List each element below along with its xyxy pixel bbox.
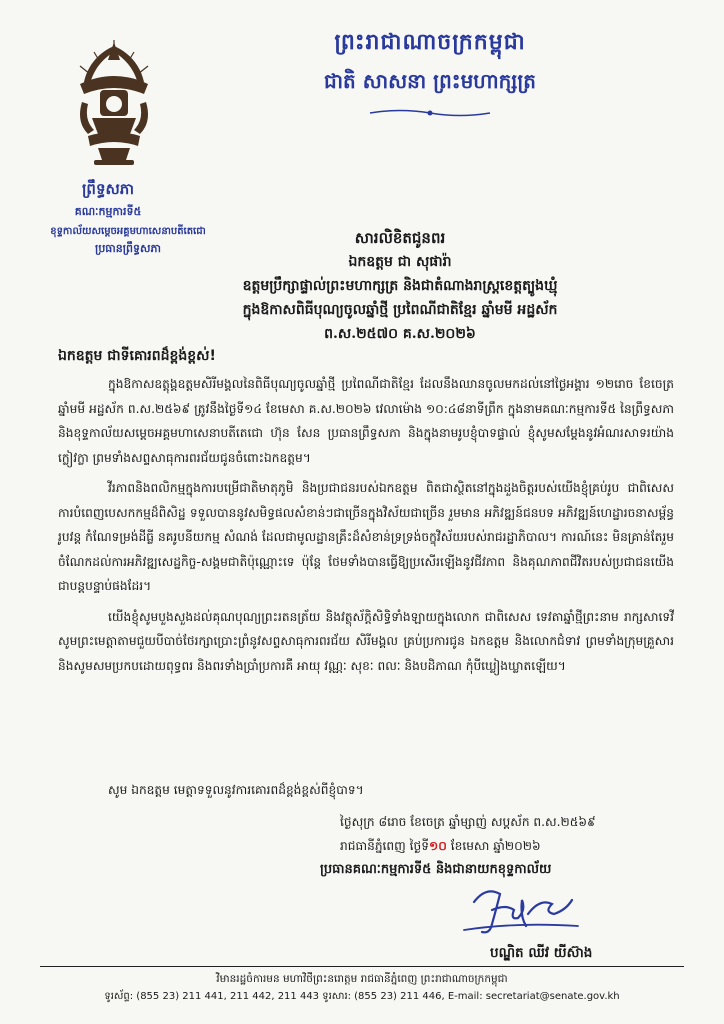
closing-line: សូម ឯកឧត្តម មេត្តាទទួលនូវការគោរពដ៏ខ្ពង់ខ្ពស់ពីខ្ញុំបាទ។ xyxy=(108,783,364,797)
commission-name: គណៈកម្មការទី៥ xyxy=(74,205,142,218)
day-number: ១០ xyxy=(428,839,447,853)
salutation: ឯកឧត្តម ជាទីគោរពដ៏ខ្ពង់ខ្ពស់! xyxy=(58,348,216,364)
office-role: ប្រធានព្រឹទ្ធសភា xyxy=(95,242,161,255)
document-type: សារលិខិតជូនពរ xyxy=(354,229,446,247)
kingdom-header xyxy=(180,28,680,122)
body-paragraph: យើងខ្ញុំសូមបួងសួងដល់គុណបុណ្យព្រះរតនត្រ័យ និងវត្ថុស័ក្តិសិទ្ធិទាំងឡាយក្នុងលោក ជាពិសេស ទេវតាឆ្នាំថ្មីព្រះនាម រាក្សសាទេវី សូមព្រះមេត្តាតាមជួយបីបាច់ថែរក្សាប្រោះព្រំនូវសព្ទសាធុការពរជ័យ សិរីមង្គល គ្រប់ប្រការជូន ឯកឧត្តម និងលោកជំទាវ ព្រមទាំងក្រុមគ្រួសារ និងសូមសមប្រកបដោយពុទ្ធពរ និងពរទាំងប្រាំប្រការគឺ អាយុ វណ្ណៈ សុខៈ ពលៈ និងបដិភាណ កុំបីឃ្លៀងឃ្លាតឡើយ។ xyxy=(58,609,674,673)
footer-contact: ទូរស័ព្ទ: (855 23) 211 441, 211 442, 211 443 ទូរសារ: (855 23) 211 446, E-mail: secretariat@senate.gov.kh xyxy=(104,991,620,1002)
place-date xyxy=(320,834,680,858)
letter-heading xyxy=(170,226,630,346)
occasion-line: ក្នុងឱកាសពិធីបុណ្យចូលឆ្នាំថ្មី ប្រពៃណីជាតិខ្មែរ ឆ្នាំមមី អដ្ឋស័ក xyxy=(242,302,558,318)
ornament-divider-icon xyxy=(360,108,500,118)
office-name: ខុទ្ទកាល័យសម្តេចអគ្គមហាសេនាបតីតេជោ xyxy=(50,226,206,237)
recipient-title: ឧត្តមប្រឹក្សាផ្ទាល់ព្រះមហាក្សត្រ និងជាតំណាងរាស្រ្តខេត្តត្បូងឃ្មុំ xyxy=(242,278,558,294)
letter-body xyxy=(58,372,674,684)
signer-name: បណ្ឌិត ឈីវ យីស៊ាង xyxy=(490,945,593,961)
recipient-name: ឯកឧត្តម ជា សុផារ៉ា xyxy=(348,254,452,270)
footer xyxy=(40,970,684,1006)
body-paragraph: វីរភាពនិងពលិកម្មក្នុងការបម្រើជាតិមាតុភូមិ និងប្រជាជនរបស់ឯកឧត្តម ពិតជាស្ថិតនៅក្នុងដួងចិត្តរបស់យើងខ្ញុំគ្រប់រូប ជាពិសេស ការបំពេញបេសកកម្មដ៏ពិសិដ្ឋ ទទួលបាននូវសមិទ្ធផលសំខាន់ៗជាច្រើនក្នុងវិស័យជាច្រើន រួមមាន អភិវឌ្ឍន៍ជនបទ អភិវឌ្ឍន៍ហេដ្ឋារចនាសម្ព័ន្ធរូបវន្ត កំណែទម្រង់ដីធ្លី នគរូបនីយកម្ម សំណង់ ដែលជាមូលដ្ឋានគ្រឹះដ៏សំខាន់ទ្រទ្រង់ចក្ខុវិស័យរបស់រាជរដ្ឋាភិបាល។ ការណ៍នេះ មិនគ្រាន់តែរួមចំណែកដល់ការអភិវឌ្ឍសេដ្ឋកិច្ច-សង្គមជាតិប៉ុណ្ណោះទេ ប៉ុន្តែ ថែមទាំងបានធ្វើឱ្យប្រសើរឡើងនូវជីវភាព និងគុណភាពជីវិតរបស់ប្រជាជនយើងជាបន្តបន្ទាប់ផងដែរ។ xyxy=(58,481,674,593)
body-paragraph: ក្នុងឱកាសឧត្តុង្គឧត្តមសិរីមង្គលនៃពិធីបុណ្យចូលឆ្នាំថ្មី ប្រពៃណីជាតិខ្មែរ ដែលនឹងឈានចូលមកដល់នៅថ្ងៃអង្គារ ១២រោច ខែចេត្រ ឆ្នាំមមី អដ្ឋស័ក ព.ស.២៥៦៩ ត្រូវនឹងថ្ងៃទី១៤ ខែមេសា គ.ស.២០២៦ វេលាម៉ោង ១០:៤៨នាទីព្រឹក ក្នុងនាមគណៈកម្មការទី៥ នៃព្រឹទ្ធសភា និងខុទ្ទកាល័យសម្តេចអគ្គមហាសេនាបតីតេជោ ហ៊ុន សែន ប្រធានព្រឹទ្ធសភា និងក្នុងនាមរូបខ្ញុំបាទផ្ទាល់ ខ្ញុំសូមសម្តែងនូវអំណរសាទរយ៉ាងក្លៀវក្លា ព្រមទាំងសព្ទសាធុការពរជ័យជូនចំពោះឯកឧត្តម។ xyxy=(58,377,674,465)
senate-emblem-logo xyxy=(70,38,158,168)
kingdom-name: ព្រះរាជាណាចក្រកម្ពុជា xyxy=(334,29,526,55)
institution-name: ព្រឹទ្ធសភា xyxy=(81,180,135,198)
lunar-date: ថ្ងៃសុក្រ ៨រោច ខែចេត្រ ឆ្នាំម្សាញ់ សប្តស័ក ព.ស.២៥៦៩ xyxy=(340,815,596,829)
year-line: ព.ស.២៥៧០ គ.ស.២០២៦ xyxy=(324,326,476,342)
handwritten-signature xyxy=(456,880,586,944)
signer-position: ប្រធានគណៈកម្មការទី៥ និងជានាយកខុទ្ទកាល័យ xyxy=(320,862,552,877)
footer-divider xyxy=(40,966,684,967)
place-date-prefix: រាជធានីភ្នំពេញ ថ្ងៃទី xyxy=(340,839,429,853)
national-motto: ជាតិ សាសនា ព្រះមហាក្សត្រ xyxy=(324,69,536,93)
place-date-suffix: ខែមេសា ឆ្នាំ២០២៦ xyxy=(446,839,541,853)
signature-block xyxy=(320,810,680,882)
footer-address: វិមានរដ្ឋចំការមន មហាវិថីព្រះនរោត្តម រាជធានីភ្នំពេញ ព្រះរាជាណាចក្រកម្ពុជា xyxy=(216,973,508,985)
